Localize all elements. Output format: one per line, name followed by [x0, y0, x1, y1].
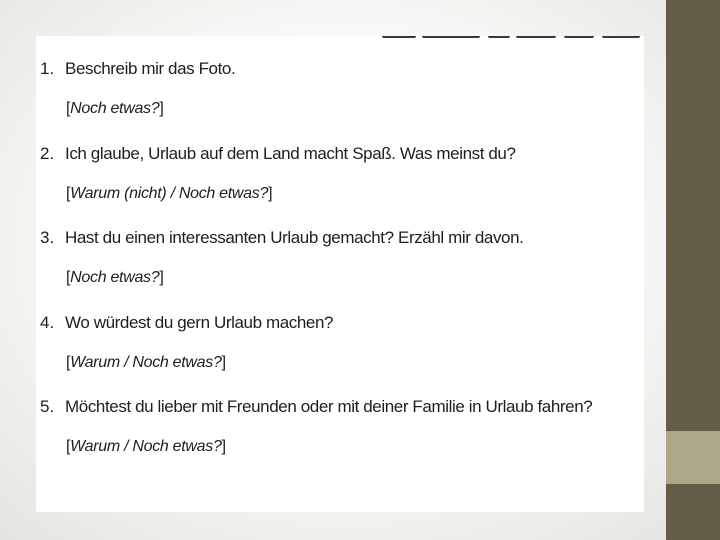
question-item	[36, 227, 644, 313]
follow-up-prompt: [Noch etwas?]	[66, 269, 164, 286]
question-number: 5.	[40, 397, 55, 416]
follow-up-prompt-text: Warum / Noch etwas?	[70, 438, 222, 455]
question-number: 2.	[40, 144, 55, 163]
follow-up-prompt: [Warum (nicht) / Noch etwas?]	[66, 185, 273, 202]
question-number: 4.	[40, 313, 55, 332]
follow-up-prompt-text: Warum (nicht) / Noch etwas?	[70, 185, 269, 202]
slide-sidebar-accent	[666, 431, 720, 484]
question-item	[36, 143, 644, 229]
question-number: 3.	[40, 228, 55, 247]
question-text: Beschreib mir das Foto.	[65, 59, 236, 78]
follow-up-prompt-text: Warum / Noch etwas?	[70, 354, 222, 371]
follow-up-prompt: [Warum / Noch etwas?]	[66, 354, 226, 371]
question-number: 1.	[40, 59, 55, 78]
question-text: Wo würdest du gern Urlaub machen?	[65, 313, 334, 332]
question-text: Möchtest du lieber mit Freunden oder mit deiner Familie in Urlaub fahren?	[65, 397, 593, 416]
question-text: Hast du einen interessanten Urlaub gemacht? Erzähl mir davon.	[65, 228, 524, 247]
cropped-text-fragment	[378, 36, 644, 39]
question-item	[36, 312, 644, 398]
question-item	[36, 396, 644, 482]
follow-up-prompt-text: Noch etwas?	[70, 100, 160, 117]
follow-up-prompt-text: Noch etwas?	[70, 269, 160, 286]
question-sheet	[36, 36, 644, 512]
follow-up-prompt: [Noch etwas?]	[66, 100, 164, 117]
question-item	[36, 58, 644, 144]
follow-up-prompt: [Warum / Noch etwas?]	[66, 438, 226, 455]
question-text: Ich glaube, Urlaub auf dem Land macht Spaß. Was meinst du?	[65, 144, 516, 163]
